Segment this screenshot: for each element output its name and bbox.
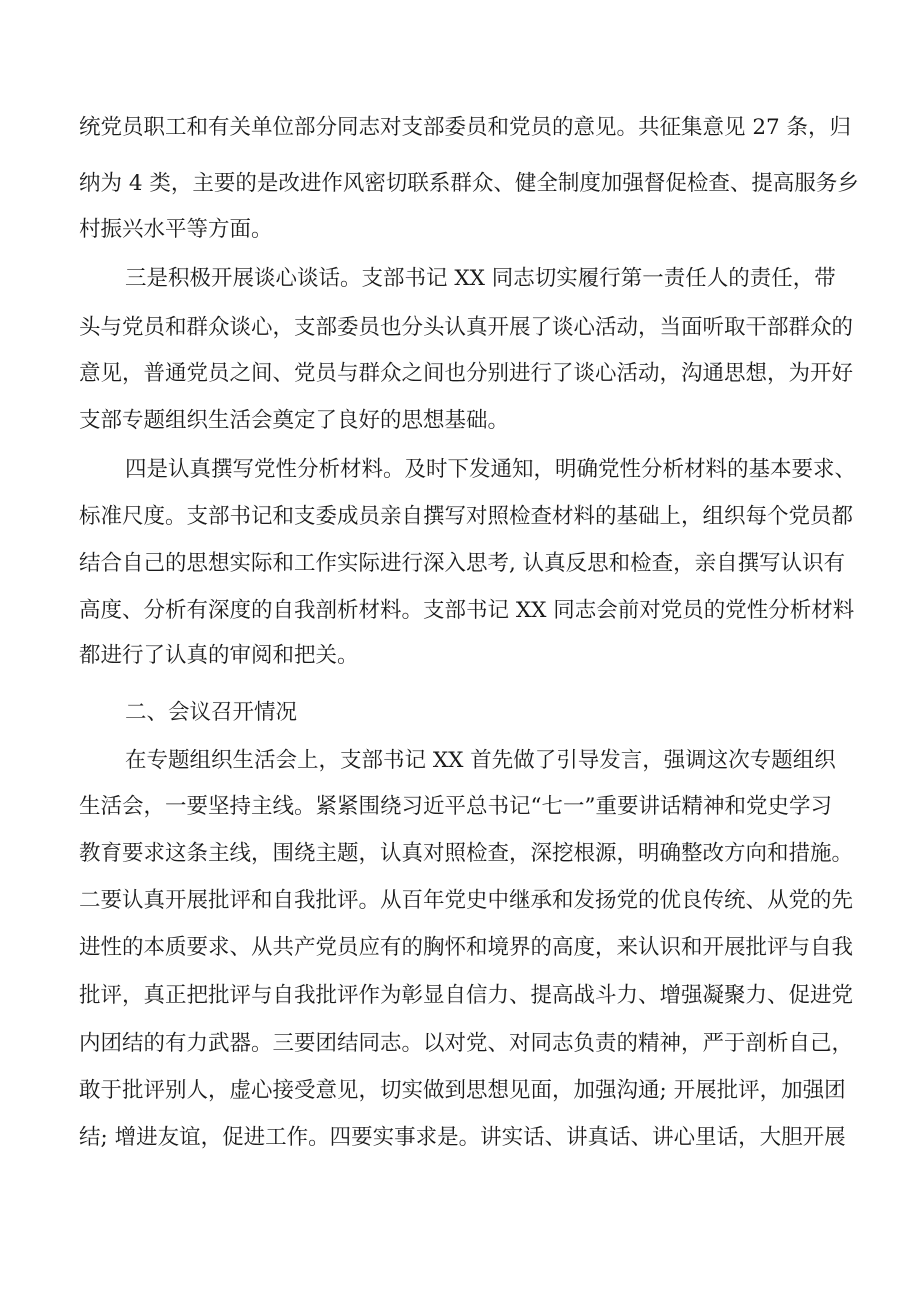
text-line: 头与党员和群众谈心，支部委员也分头认真开展了谈心活动，当面听取干部群众的 <box>79 315 854 340</box>
text-line: 批评，真正把批评与自我批评作为彰显自信力、提高战斗力、增强凝聚力、促进党 <box>79 983 854 1008</box>
text-line: 统党员职工和有关单位部分同志对支部委员和党员的意见。共征集意见 27 条，归 <box>79 115 852 140</box>
section-heading: 二、会议召开情况 <box>125 700 298 725</box>
text-line: 高度、分析有深度的自我剖析材料。支部书记 XX 同志会前对党员的党性分析材料 <box>79 598 855 623</box>
paragraph-first-line: 三是积极开展谈心谈话。支部书记 XX 同志切实履行第一责任人的责任，带 <box>125 266 836 291</box>
text-line: 都进行了认真的审阅和把关。 <box>79 643 359 668</box>
text-line: 支部专题组织生活会奠定了良好的思想基础。 <box>79 408 510 433</box>
text-line: 教育要求这条主线，围绕主题，认真对照检查，深挖根源，明确整改方向和措施。 <box>79 841 854 866</box>
text-line: 村振兴水平等方面。 <box>79 217 273 242</box>
paragraph-first-line: 四是认真撰写党性分析材料。及时下发通知，明确党性分析材料的基本要求、 <box>125 457 857 482</box>
text-line: 敢于批评别人，虚心接受意见，切实做到思想见面，加强沟通; 开展批评，加强团 <box>79 1078 846 1103</box>
text-line: 内团结的有力武器。三要团结同志。以对党、对同志负责的精神，严于剖析自己， <box>79 1031 854 1056</box>
text-line: 意见，普通党员之间、党员与群众之间也分别进行了谈心活动，沟通思想，为开好 <box>79 361 854 386</box>
text-line: 进性的本质要求、从共产党员应有的胸怀和境界的高度，来认识和开展批评与自我 <box>79 935 854 960</box>
paragraph-first-line: 在专题组织生活会上，支部书记 XX 首先做了引导发言，强调这次专题组织 <box>125 748 836 773</box>
text-line: 标准尺度。支部书记和支委成员亲自撰写对照检查材料的基础上，组织每个党员都 <box>79 504 854 529</box>
text-line: 二要认真开展批评和自我批评。从百年党史中继承和发扬党的优良传统、从党的先 <box>79 888 854 913</box>
text-line: 生活会，一要坚持主线。紧紧围绕习近平总书记“七一”重要讲话精神和党史学习 <box>79 794 832 819</box>
text-line: 纳为 4 类，主要的是改进作风密切联系群众、健全制度加强督促检查、提高服务乡 <box>79 171 859 196</box>
text-line: 结合自己的思想实际和工作实际进行深入思考, 认真反思和检查，亲自撰写认识有 <box>79 551 846 576</box>
text-line: 结; 增进友谊，促进工作。四要实事求是。讲实话、讲真话、讲心里话，大胆开展 <box>79 1125 846 1150</box>
